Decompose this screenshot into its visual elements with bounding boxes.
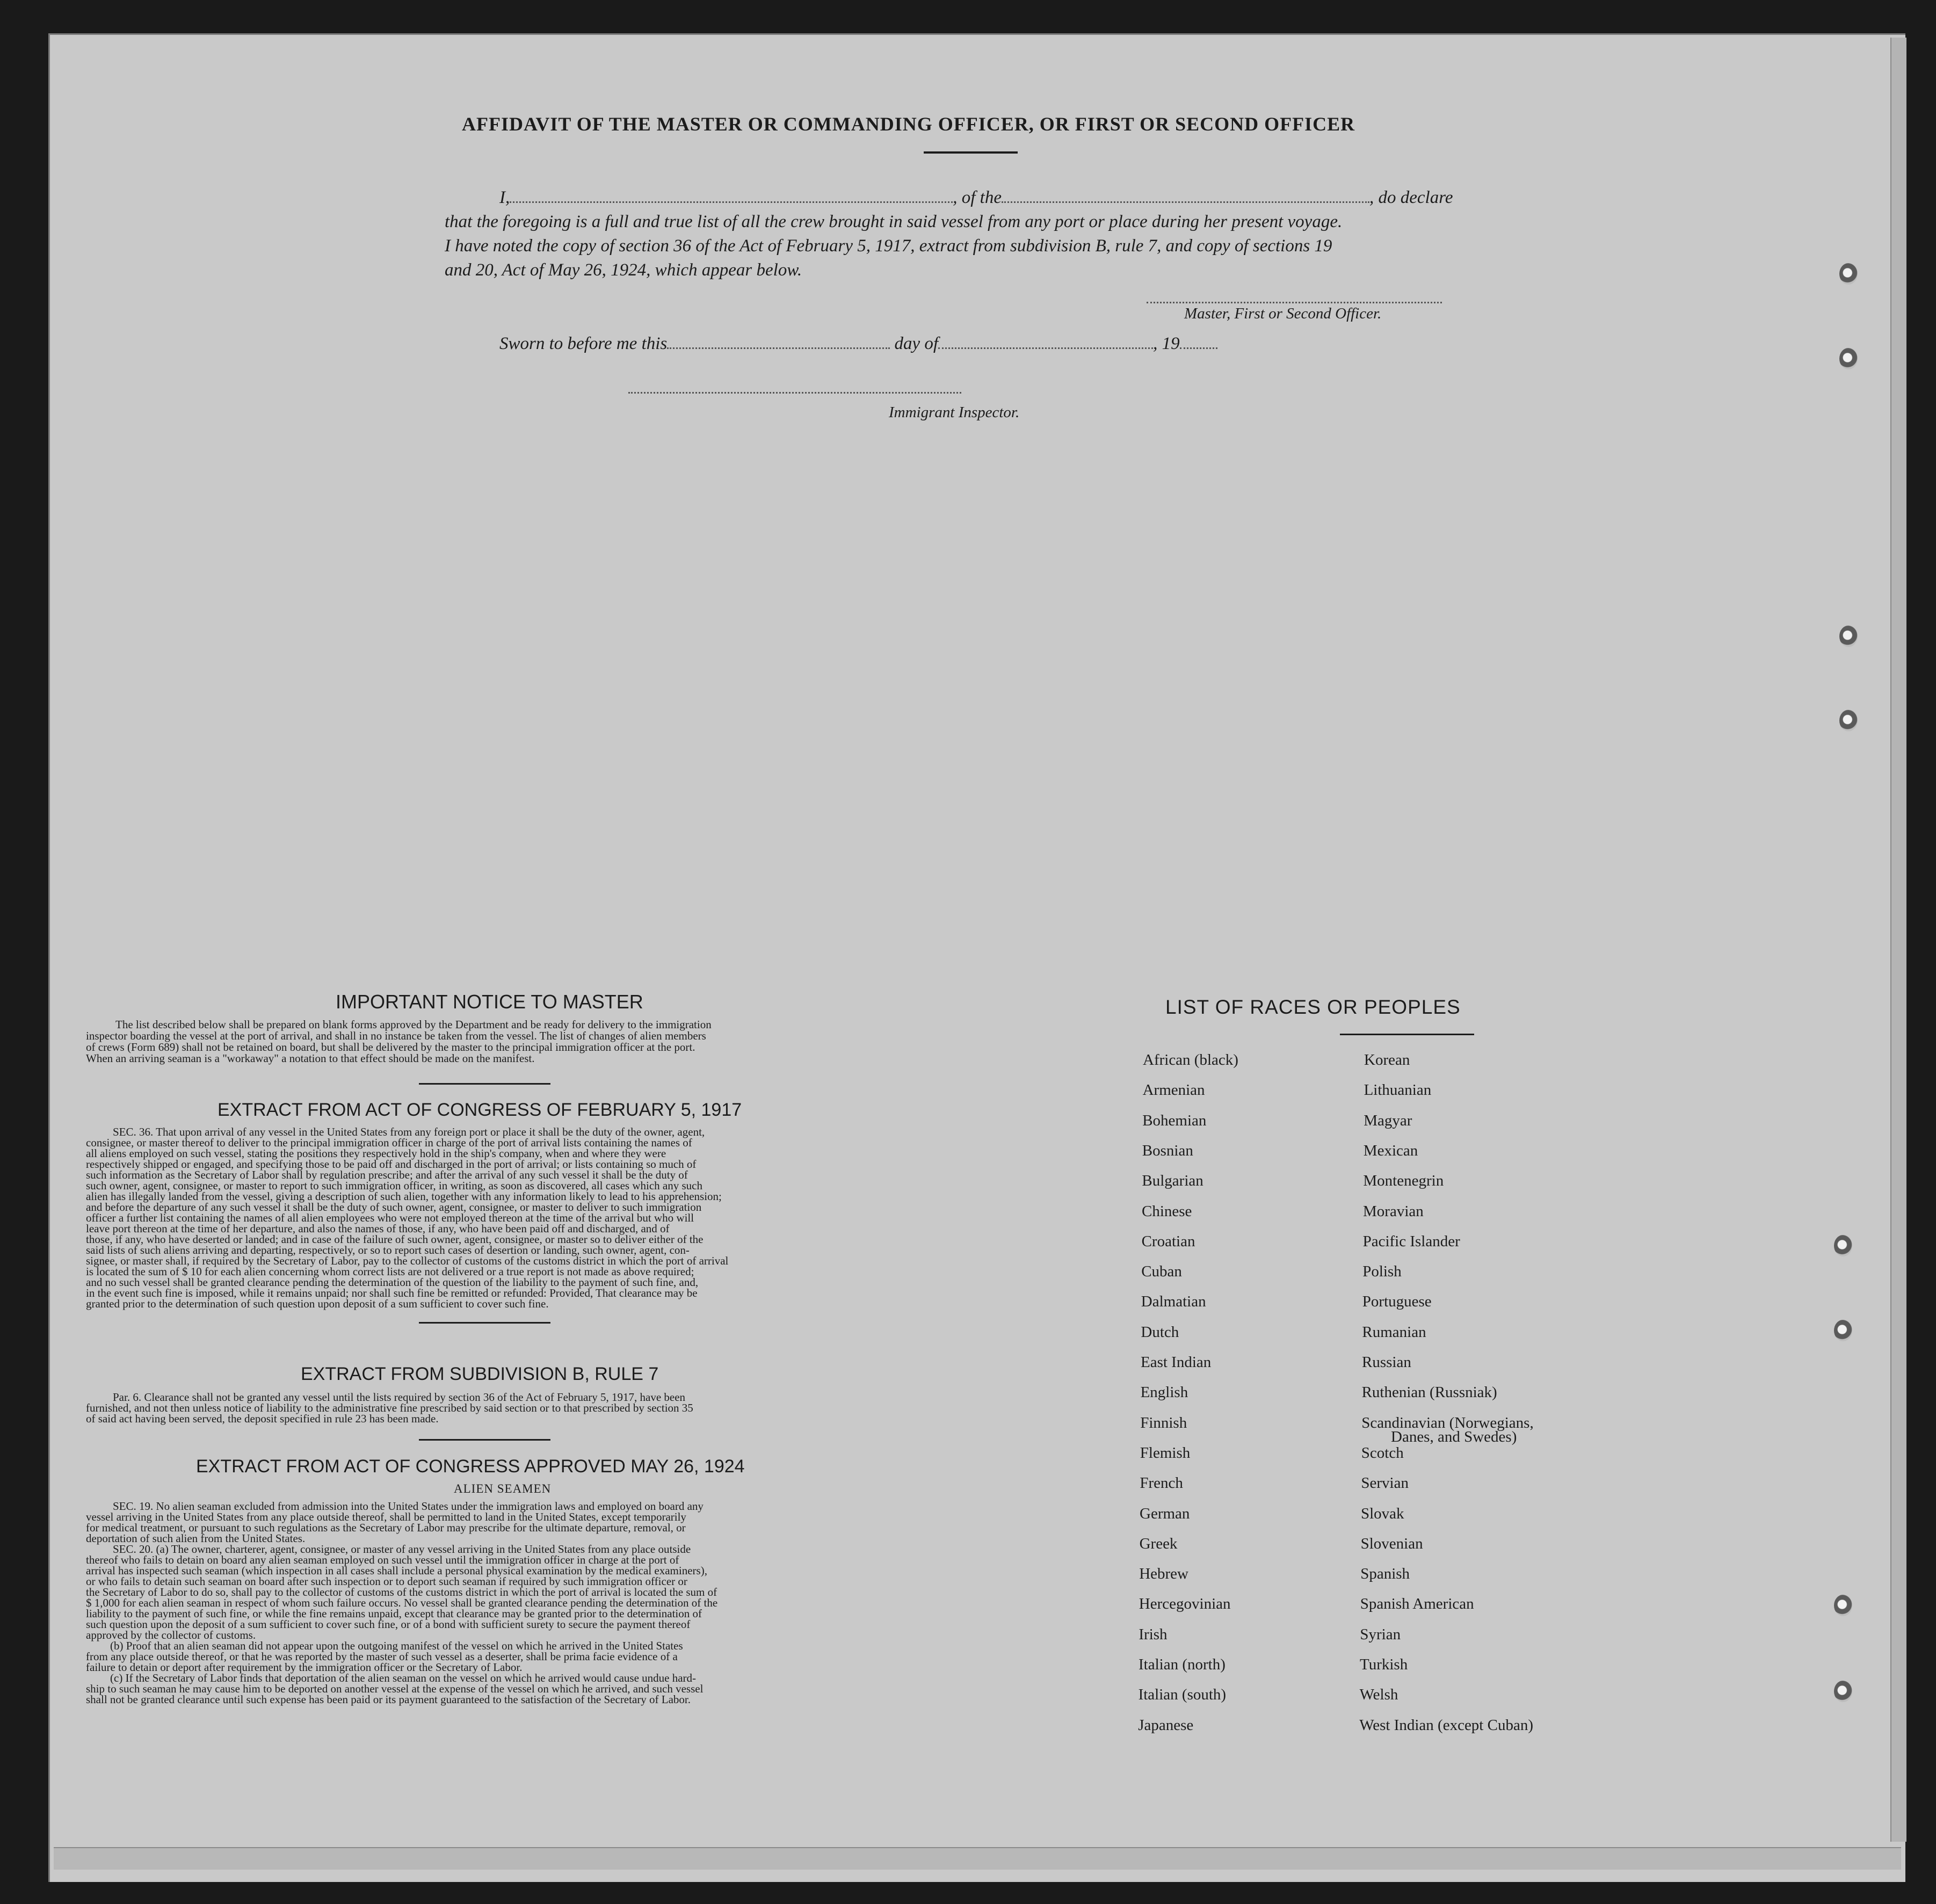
- race-item-continuation: Danes, and Swedes): [1391, 1428, 1517, 1445]
- race-item: Polish: [1362, 1263, 1402, 1281]
- extract-1924-title: EXTRACT FROM ACT OF CONGRESS APPROVED MAY 26, 1924: [196, 1456, 745, 1477]
- race-item: German: [1140, 1505, 1190, 1522]
- race-item: Dalmatian: [1141, 1293, 1206, 1311]
- day-field[interactable]: [667, 347, 890, 349]
- binder-hole-icon: [1839, 263, 1858, 285]
- race-item: East Indian: [1141, 1354, 1212, 1371]
- legal-line: such information as the Secretary of Labor shall by regulation prescribe; and after the arrival of any such vessel it shall be the duty of: [86, 1168, 688, 1181]
- race-item: Slovenian: [1360, 1535, 1423, 1552]
- legal-line: from any place outside thereof, or that he was reported by the master of such vessel as a deserter, shall be prima facie evidence of a: [86, 1650, 678, 1663]
- legal-line: liability to the payment of such fine, or while the fine remains unpaid, except that clearance may be granted prior to the determination of: [86, 1607, 702, 1620]
- race-item: Welsh: [1359, 1686, 1398, 1704]
- binder-hole-icon: [1834, 1681, 1852, 1702]
- legal-line: said lists of such aliens arriving and departing, respectively, or so to report such cases of desertion or landing, such owner, agent, con-: [86, 1244, 690, 1256]
- legal-line: is located the sum of $ 10 for each alien concerning whom correct lists are not delivered or a true report is not made as above required;: [86, 1265, 694, 1278]
- legal-line: ship to such seaman he may cause him to be deported on another vessel at the expense of the vessel on which he arrived, and such vessel: [86, 1682, 704, 1695]
- race-item: Irish: [1139, 1625, 1168, 1643]
- race-item: English: [1140, 1384, 1188, 1401]
- legal-line: leave port thereon at the time of her departure, and also the names of those, if any, who have been paid off and discharged, and of: [86, 1222, 670, 1235]
- race-item: Bohemian: [1142, 1111, 1207, 1129]
- underlying-page-edge-bottom: [54, 1847, 1901, 1870]
- legal-line: $ 1,000 for each alien seaman in respect of whom such failure occurs. No vessel shall be granted clearance pending the determination of the: [86, 1596, 718, 1609]
- legal-line: Par. 6. Clearance shall not be granted any vessel until the lists required by section 36 of the Act of February 5, 1917, have been: [113, 1391, 686, 1404]
- race-item: Chinese: [1142, 1202, 1192, 1220]
- race-item: Slovak: [1361, 1505, 1404, 1522]
- sworn-label: Sworn to before me this: [499, 334, 668, 353]
- legal-line: in the event such fine is imposed, while it remains unpaid; nor shall such fine be remitted or refunded: Provided, That clearance may be: [86, 1287, 698, 1299]
- underlying-page-edge: [1890, 38, 1906, 1842]
- race-item: Servian: [1361, 1474, 1409, 1492]
- affidavit-line-3: I have noted the copy of section 36 of the Act of February 5, 1917, extract from subdivision B, rule 7, and copy of sections 19: [445, 236, 1332, 256]
- race-item: Montenegrin: [1363, 1172, 1444, 1190]
- race-item: Bulgarian: [1142, 1172, 1203, 1190]
- race-item: Italian (south): [1138, 1686, 1227, 1704]
- notice-line: The list described below shall be prepared on blank forms approved by the Department and be ready for delivery to the immigration: [115, 1018, 712, 1031]
- races-title-underline: [1340, 1034, 1474, 1035]
- notice-line: inspector boarding the vessel at the port of arrival, and shall in no instance be taken from the vessel. The list of changes of alien members: [86, 1029, 706, 1042]
- rule7-title: EXTRACT FROM SUBDIVISION B, RULE 7: [301, 1364, 659, 1384]
- of-the-label: , of the: [953, 188, 1002, 207]
- race-item: Lithuanian: [1364, 1081, 1432, 1099]
- legal-line: granted prior to the determination of such question upon deposit of a sum sufficient to cover such fine.: [86, 1297, 549, 1310]
- legal-line: failure to detain or deport after requirement by the immigration officer or the Secretary of Labor.: [86, 1661, 523, 1674]
- binder-hole-icon: [1839, 348, 1858, 369]
- master-signature-line[interactable]: [1147, 302, 1442, 303]
- legal-line: the Secretary of Labor to do so, shall pay to the collector of customs of the customs district in which the port of arrival is located the sum of: [86, 1586, 717, 1598]
- divider: [419, 1439, 550, 1441]
- legal-line: alien has illegally landed from the vessel, giving a description of such alien, together with any information likely to lead to his apprehension;: [86, 1190, 722, 1203]
- master-signature-label: Master, First or Second Officer.: [1184, 305, 1382, 322]
- legal-line: SEC. 20. (a) The owner, charterer, agent, consignee, or master of any vessel arriving in the United States from any place outside: [113, 1543, 691, 1556]
- legal-line: arrival has inspected such seaman (which inspection in all cases shall include a personal physical examination by the medical examiners),: [86, 1564, 707, 1577]
- legal-line: signee, or master shall, if required by the Secretary of Labor, pay to the collector of customs of the customs district in which the port of arrival: [86, 1254, 729, 1267]
- race-item: African (black): [1143, 1051, 1238, 1069]
- race-item: Moravian: [1363, 1202, 1424, 1220]
- race-item: Rumanian: [1362, 1323, 1426, 1341]
- legal-line: (c) If the Secretary of Labor finds that deportation of the alien seaman on the vessel on which he arrived would cause undue hard-: [110, 1672, 697, 1684]
- notice-title: IMPORTANT NOTICE TO MASTER: [336, 991, 643, 1013]
- race-item: French: [1140, 1474, 1183, 1492]
- race-item: Dutch: [1141, 1323, 1179, 1341]
- inspector-signature-line[interactable]: [628, 392, 961, 394]
- race-item: Japanese: [1138, 1716, 1194, 1734]
- year-field[interactable]: [1180, 347, 1217, 349]
- race-item: Syrian: [1360, 1625, 1401, 1643]
- race-item: Magyar: [1364, 1111, 1412, 1129]
- legal-line: such question upon the deposit of a sum sufficient to cover such fine, or of a bond with sufficient surety to secure the payment thereof: [86, 1618, 691, 1631]
- legal-line: shall not be granted clearance until such expense has been paid or its payment guaranteed to the satisfaction of the Secretary of Labor.: [86, 1693, 691, 1706]
- notice-body: [86, 1019, 886, 1064]
- race-item: Spanish: [1360, 1565, 1410, 1583]
- legal-line: deportation of such alien from the United States.: [86, 1532, 306, 1545]
- race-item: West Indian (except Cuban): [1359, 1716, 1533, 1734]
- race-item: Armenian: [1142, 1081, 1205, 1099]
- i-label: I,: [499, 188, 510, 207]
- month-field[interactable]: [938, 347, 1153, 349]
- race-item: Pacific Islander: [1362, 1232, 1460, 1250]
- race-item: Scotch: [1361, 1444, 1404, 1462]
- legal-line: of said act having been served, the deposit specified in rule 23 has been made.: [86, 1412, 439, 1425]
- race-item: Hercegovinian: [1139, 1595, 1231, 1613]
- affidavit-line-2: that the foregoing is a full and true list of all the crew brought in said vessel from any port or place during her present voyage.: [445, 212, 1343, 231]
- legal-line: and no such vessel shall be granted clearance pending the determination of the question of the liability to the payment of such fine, and,: [86, 1276, 699, 1289]
- legal-line: consignee, or master thereof to deliver to the principal immigration officer in charge of the port of arrival lists containing the names of: [86, 1136, 692, 1149]
- name-field[interactable]: [510, 201, 953, 203]
- race-item: Spanish American: [1360, 1595, 1474, 1613]
- legal-line: such owner, agent, consignee, or master to report to such immigration officer, in writing, as soon as discovered, all cases which any such: [86, 1179, 702, 1192]
- legal-line: approved by the collector of customs.: [86, 1629, 256, 1641]
- binder-hole-icon: [1834, 1595, 1852, 1616]
- inspector-label: Immigrant Inspector.: [889, 404, 1020, 421]
- legal-line: SEC. 36. That upon arrival of any vessel in the United States from any foreign port or place it shall be the duty of the owner, agent,: [113, 1125, 705, 1138]
- binder-hole-icon: [1834, 1235, 1852, 1256]
- affidavit-line-1: [499, 188, 1453, 208]
- race-item: Turkish: [1360, 1656, 1408, 1673]
- legal-line: and before the departure of any such vessel it shall be the duty of such owner, agent, consignee, or master to deliver to such immigration: [86, 1201, 702, 1213]
- legal-line: officer a further list containing the names of all alien employees who were not employed thereon at the time of the arrival but who will: [86, 1211, 694, 1224]
- divider: [419, 1322, 550, 1324]
- race-item: Bosnian: [1142, 1142, 1193, 1159]
- extract-1924-body: [86, 1501, 886, 1705]
- race-item: Croatian: [1141, 1232, 1195, 1250]
- day-of-label: day of: [894, 334, 939, 353]
- extract-1924-subtitle: ALIEN SEAMEN: [454, 1482, 552, 1495]
- race-item: Portuguese: [1362, 1293, 1432, 1311]
- race-item: Russian: [1362, 1354, 1411, 1371]
- race-item: Ruthenian (Russniak): [1361, 1384, 1497, 1401]
- extract-1917-title: EXTRACT FROM ACT OF CONGRESS OF FEBRUARY 5, 1917: [217, 1100, 742, 1120]
- race-item: Greek: [1139, 1535, 1178, 1552]
- notice-line: of crews (Form 689) shall not be retained on board, but shall be delivered by the master to the principal immigration officer at the port.: [86, 1041, 695, 1053]
- legal-line: (b) Proof that an alien seaman did not appear upon the outgoing manifest of the vessel on which he arrived in the United States: [110, 1639, 683, 1652]
- race-item: Mexican: [1363, 1142, 1418, 1159]
- races-title: LIST OF RACES OR PEOPLES: [1165, 996, 1461, 1018]
- notice-line: When an arriving seaman is a "workaway" a notation to that effect should be made on the manifest.: [86, 1052, 535, 1065]
- race-item: Finnish: [1140, 1414, 1187, 1431]
- binder-hole-icon: [1839, 710, 1858, 731]
- affidavit-title: AFFIDAVIT OF THE MASTER OR COMMANDING OFFICER, OR FIRST OR SECOND OFFICER: [462, 113, 1355, 135]
- race-item: Scandinavian (Norwegians,: [1361, 1414, 1534, 1431]
- divider: [419, 1083, 550, 1085]
- legal-line: vessel arriving in the United States from any place outside thereof, shall be permitted to land in the United States, except temporarily: [86, 1510, 686, 1523]
- legal-line: thereof who fails to detain on board any alien seaman employed on such vessel until the immigration officer in charge at the port of: [86, 1553, 679, 1566]
- legal-line: all aliens employed on such vessel, stating the positions they respectively hold in the ship's company, when and where they were: [86, 1147, 666, 1160]
- legal-line: or who fails to detain such seaman on board after such inspection or to deport such seaman if required by such immigration officer or: [86, 1575, 687, 1588]
- race-item: Flemish: [1140, 1444, 1191, 1462]
- legal-line: those, if any, who have deserted or landed; and in case of the failure of such owner, agent, consignee, or master so to deliver either of the: [86, 1233, 704, 1246]
- legal-line: furnished, and not then unless notice of liability to the administrative fine prescribed by said section or to that prescribed by section 35: [86, 1401, 693, 1414]
- legal-line: respectively shipped or engaged, and specifying those to be paid off and discharged in the port of arrival; or lists containing so much of: [86, 1158, 697, 1171]
- race-item: Korean: [1364, 1051, 1410, 1069]
- race-item: Hebrew: [1139, 1565, 1188, 1583]
- legal-line: for medical treatment, or pursuant to such regulations as the Secretary of Labor may prescribe for the ultimate departure, removal, or: [86, 1521, 686, 1534]
- affidavit-line-4: and 20, Act of May 26, 1924, which appear below.: [445, 260, 802, 280]
- extract-1917-body: [86, 1127, 886, 1309]
- vessel-field[interactable]: [1002, 201, 1369, 203]
- legal-line: SEC. 19. No alien seaman excluded from admission into the United States under the immigration laws and employed on board any: [113, 1500, 704, 1513]
- rule7-body: [86, 1392, 886, 1424]
- binder-hole-icon: [1834, 1320, 1852, 1341]
- do-declare-label: , do declare: [1369, 188, 1453, 207]
- title-underline: [924, 151, 1018, 154]
- race-item: Italian (north): [1139, 1656, 1226, 1673]
- binder-hole-icon: [1839, 626, 1858, 647]
- sworn-line: [499, 334, 1217, 354]
- year-label: , 19: [1153, 334, 1180, 353]
- race-item: Cuban: [1141, 1263, 1182, 1281]
